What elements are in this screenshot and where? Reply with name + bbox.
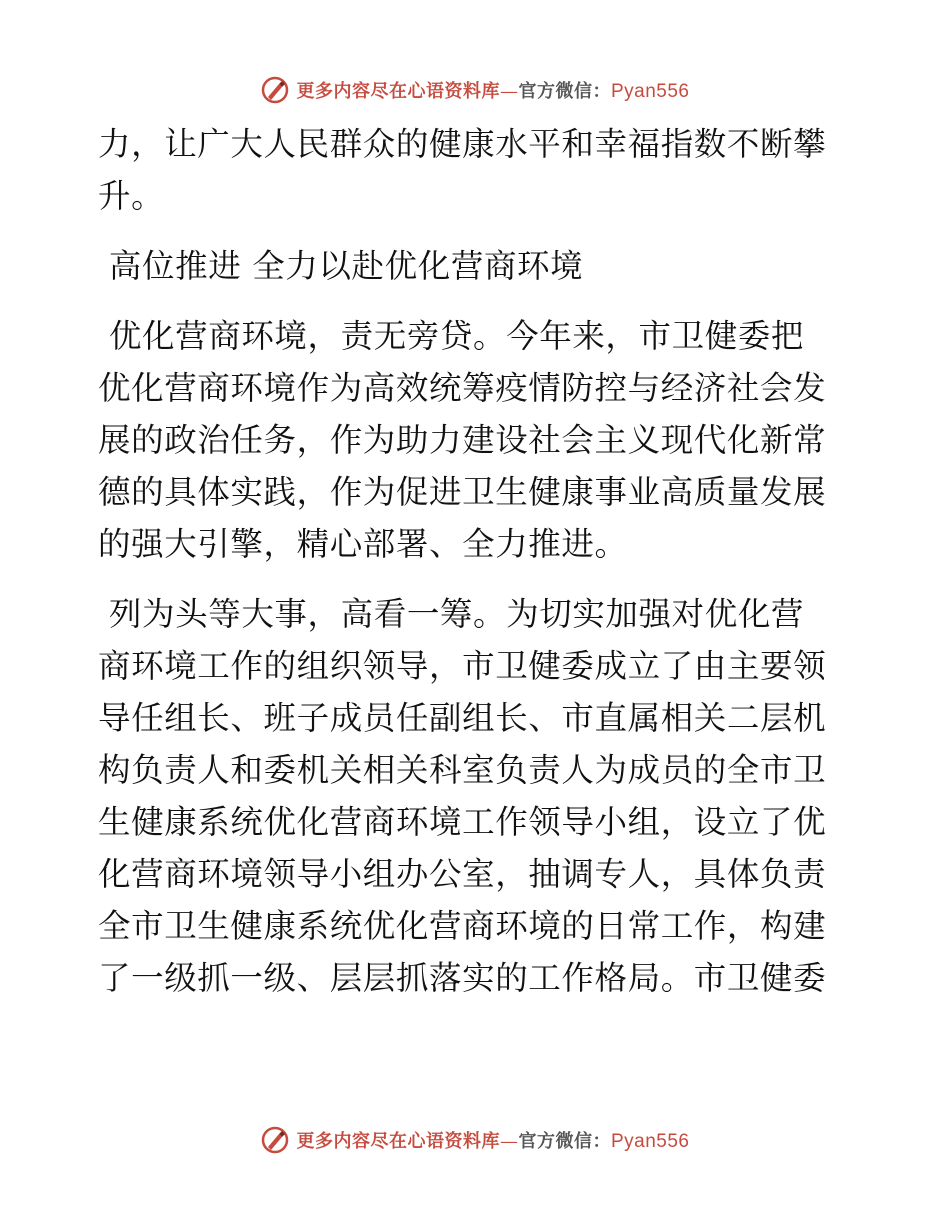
text-line: 优化营商环境，责无旁贷。今年来，市卫健委把: [98, 317, 805, 355]
text-line: 全市卫生健康系统优化营商环境的日常工作，构建: [98, 907, 827, 945]
text-line: 展的政治任务，作为助力建设社会主义现代化新常: [98, 421, 827, 459]
pen-logo-icon: [260, 75, 290, 105]
text-line: 升。: [98, 177, 165, 215]
text-line: 了一级抓一级、层层抓落实的工作格局。市卫健委: [98, 959, 827, 997]
text-line: 构负责人和委机关相关科室负责人为成员的全市卫: [98, 751, 827, 789]
document-body: [98, 118, 858, 1004]
text-line: 优化营商环境作为高效统筹疫情防控与经济社会发: [98, 369, 827, 407]
pen-logo-icon: [260, 1125, 290, 1155]
text-line: 商环境工作的组织领导，市卫健委成立了由主要领: [98, 647, 827, 685]
text-line: 化营商环境领导小组办公室，抽调专人，具体负责: [98, 855, 827, 893]
text-line: 导任组长、班子成员任副组长、市直属相关二层机: [98, 699, 827, 737]
watermark-official: 官方微信：: [518, 1131, 611, 1152]
text-line: 德的具体实践，作为促进卫生健康事业高质量发展: [98, 473, 827, 511]
text-line: 的强大引擎，精心部署、全力推进。: [98, 525, 628, 563]
footer-watermark: [0, 1120, 950, 1160]
watermark-site: 更多内容尽在心语资料库: [296, 81, 500, 102]
watermark-dash: —: [499, 1131, 519, 1152]
paragraph-4: [98, 588, 858, 1004]
watermark-dash: —: [499, 81, 519, 102]
header-watermark: [0, 70, 950, 110]
watermark-id: Pyan556: [610, 1131, 690, 1152]
watermark-official: 官方微信：: [518, 81, 611, 102]
watermark-site: 更多内容尽在心语资料库: [296, 1131, 500, 1152]
text-line: 生健康系统优化营商环境工作领导小组，设立了优: [98, 803, 827, 841]
paragraph-3: [98, 310, 858, 570]
section-heading: [98, 240, 858, 292]
text-line: 列为头等大事，高看一筹。为切实加强对优化营: [98, 595, 805, 633]
paragraph-1: [98, 118, 858, 222]
text-line: 力，让广大人民群众的健康水平和幸福指数不断攀: [98, 125, 827, 163]
text-line: 高位推进 全力以赴优化营商环境: [98, 247, 584, 285]
watermark-id: Pyan556: [610, 81, 690, 102]
